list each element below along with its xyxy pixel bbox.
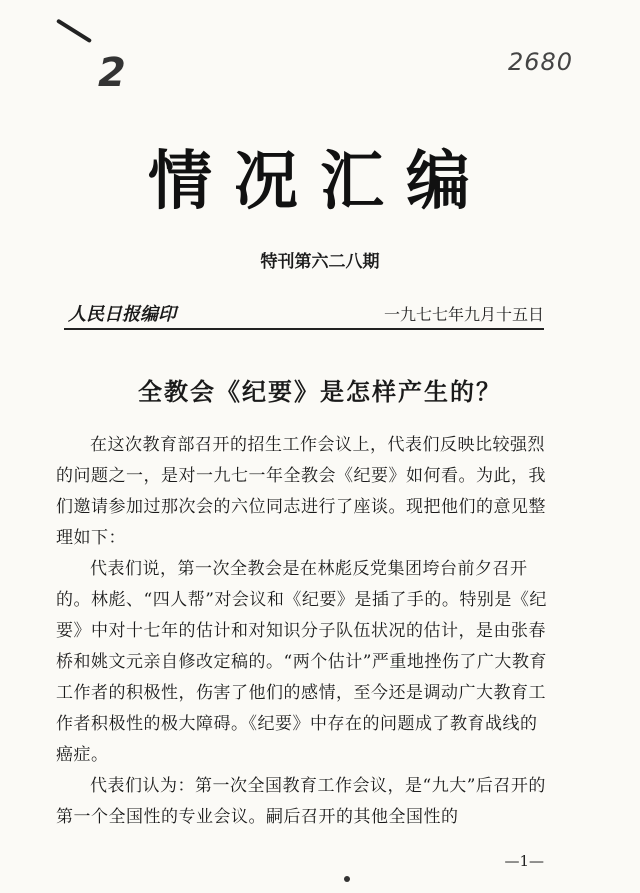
binding-dot bbox=[344, 876, 350, 882]
publication-date: 一九七七年九月十五日 bbox=[383, 305, 544, 324]
paragraph: 代表们认为：第一次全国教育工作会议，是“九大”后召开的第一个全国性的专业会议。嗣后召开的其他全国性的 bbox=[56, 776, 546, 827]
masthead-title: 情况汇编 bbox=[148, 145, 492, 219]
paragraph: 在这次教育部召开的招生工作会议上，代表们反映比较强烈的问题之一，是对一九七一年全教会《纪要》如何看。为此，我们邀请参加过那次会的六位同志进行了座谈。现把他们的意见整理如下： bbox=[56, 435, 546, 548]
page-number: —1— bbox=[504, 852, 544, 870]
handwritten-number: 2 bbox=[98, 50, 127, 96]
issue-number: 特刊第六二八期 bbox=[260, 252, 380, 272]
header-rule bbox=[64, 328, 544, 330]
publication-info bbox=[68, 300, 544, 326]
publisher: 人民日报编印 bbox=[68, 304, 176, 325]
handwritten-code: 2680 bbox=[508, 48, 574, 76]
handwritten-slash-mark bbox=[56, 19, 92, 44]
article-headline: 全教会《纪要》是怎样产生的？ bbox=[138, 378, 502, 406]
article-body bbox=[56, 430, 552, 833]
paragraph: 代表们说，第一次全教会是在林彪反党集团垮台前夕召开的。林彪、“四人帮”对会议和《纪要》是插了手的。特别是《纪要》中对十七年的估计和对知识分子队伍状况的估计，是由张春桥和姚文元亲自修改定稿的。“两个估计”严重地挫伤了广大教育工作者的积极性，伤害了他们的感情，至今还是调动广大教育工作者积极性的极大障碍。《纪要》中存在的问题成了教育战线的癌症。 bbox=[56, 559, 547, 765]
